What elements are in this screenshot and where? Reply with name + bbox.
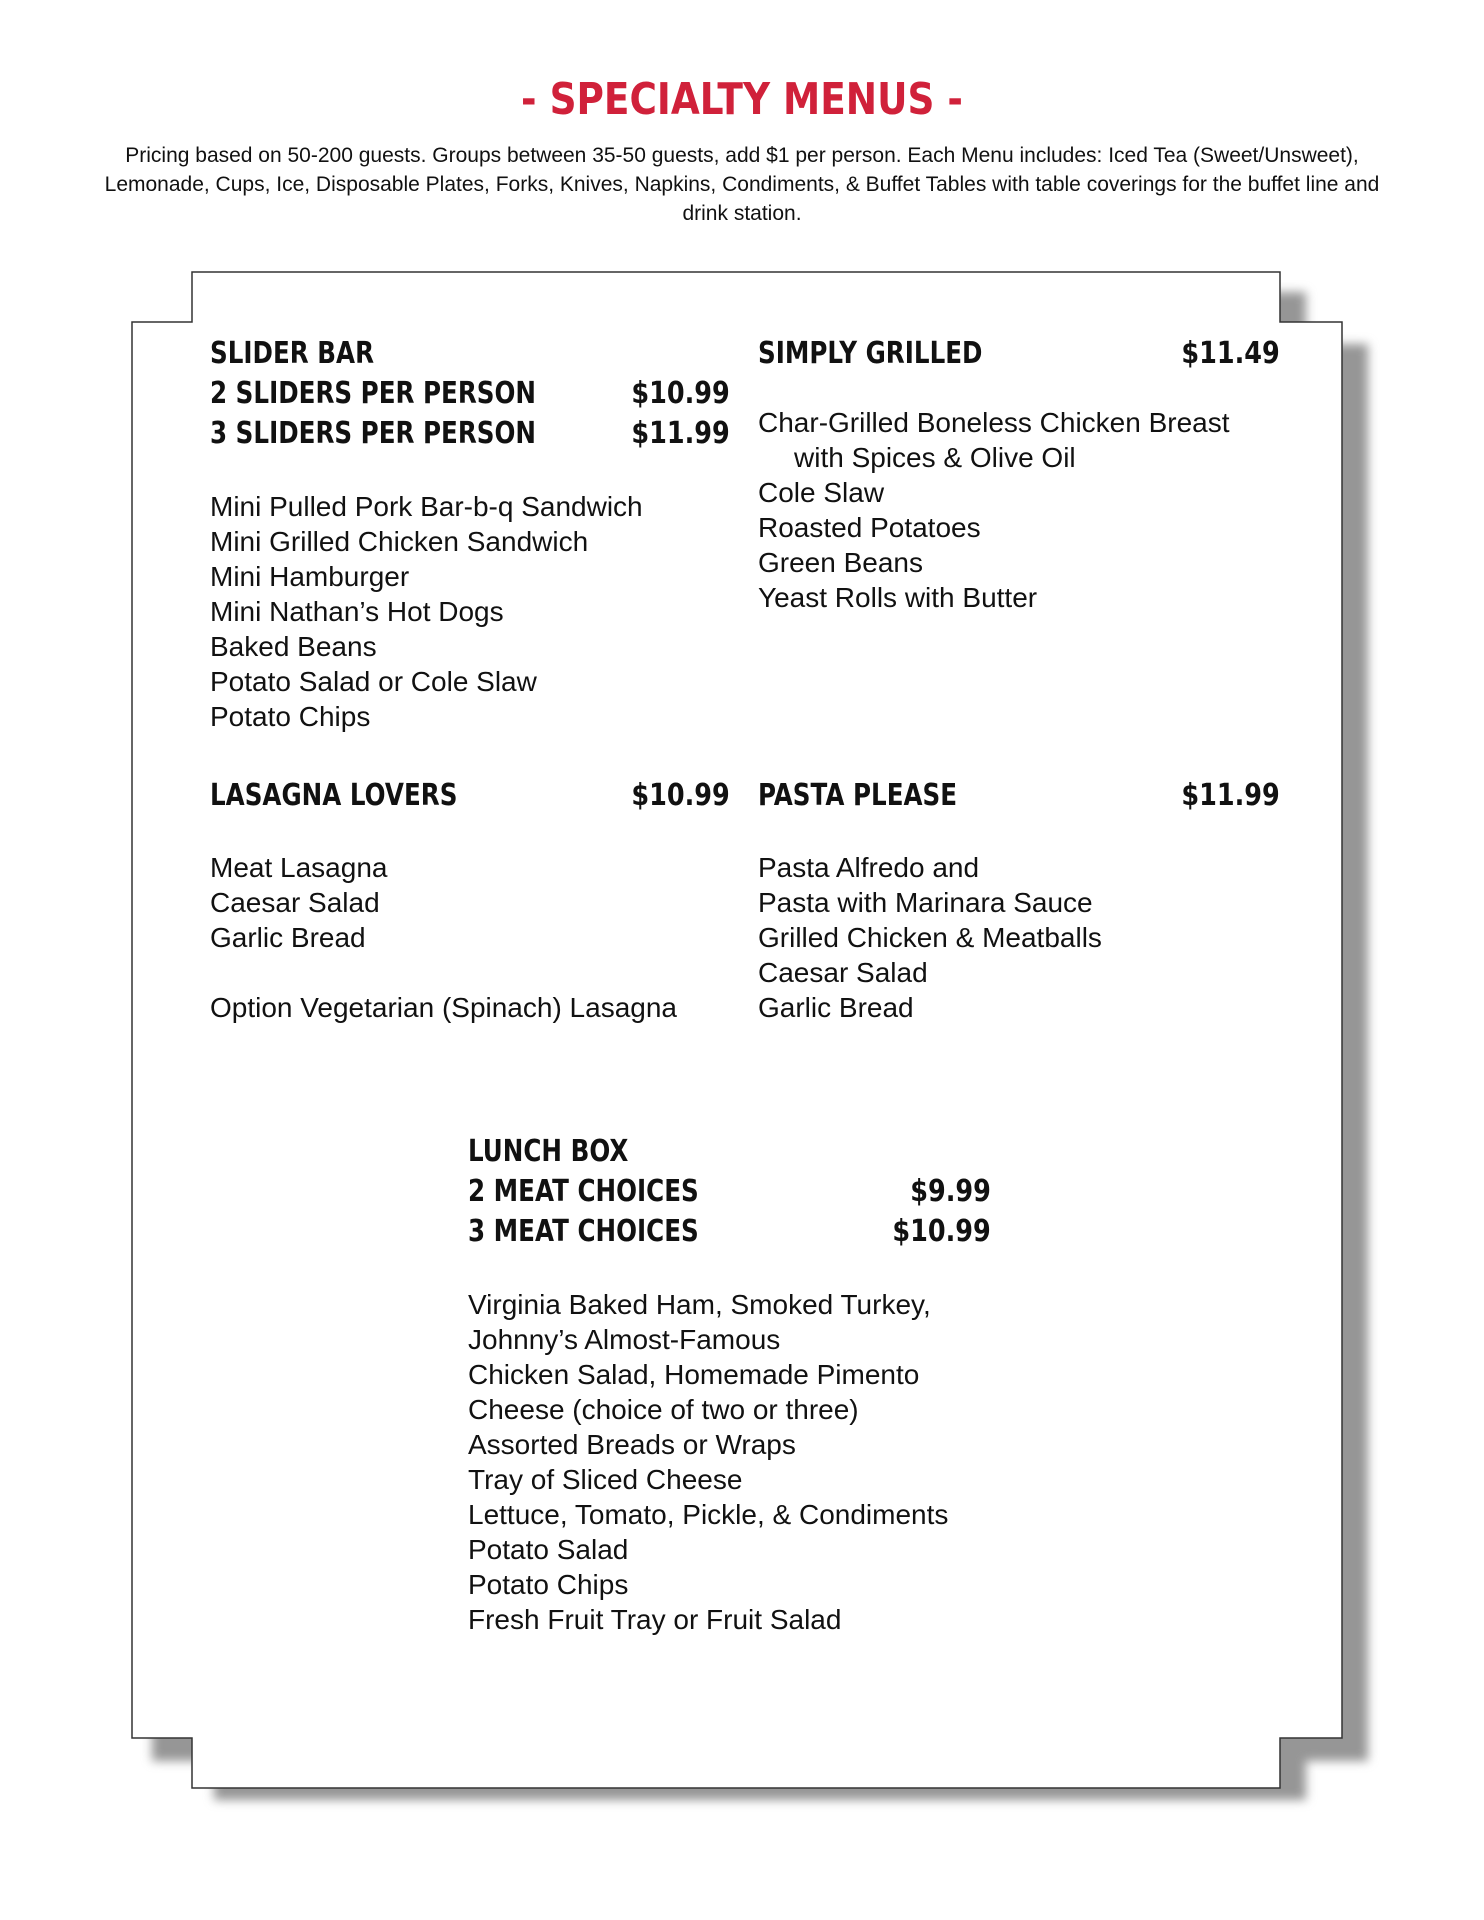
option-label: 3 SLIDERS PER PERSON bbox=[210, 416, 537, 451]
option-price: $10.99 bbox=[631, 376, 730, 411]
option-note: Option Vegetarian (Spinach) Lasagna bbox=[210, 992, 677, 1023]
menu-price: $11.49 bbox=[1181, 336, 1280, 371]
list-item: Char-Grilled Boneless Chicken Breast bbox=[758, 407, 1230, 438]
list-item: Baked Beans bbox=[210, 631, 377, 662]
list-item: Fresh Fruit Tray or Fruit Salad bbox=[468, 1604, 842, 1635]
menu-heading: PASTA PLEASE bbox=[758, 778, 958, 813]
item-list bbox=[468, 1287, 948, 1637]
list-item: Cole Slaw bbox=[758, 477, 885, 508]
list-item: Yeast Rolls with Butter bbox=[758, 582, 1038, 613]
item-list bbox=[210, 489, 643, 734]
list-item: Mini Grilled Chicken Sandwich bbox=[210, 526, 589, 557]
list-item: Caesar Salad bbox=[758, 957, 928, 988]
list-item: Roasted Potatoes bbox=[758, 512, 981, 543]
list-item: Potato Salad or Cole Slaw bbox=[210, 666, 537, 697]
list-item: Caesar Salad bbox=[210, 887, 380, 918]
list-item: Johnny’s Almost-Famous bbox=[468, 1324, 781, 1355]
menu-heading: SIMPLY GRILLED bbox=[758, 336, 983, 371]
list-item: Pasta Alfredo and bbox=[758, 852, 980, 883]
list-item: Meat Lasagna bbox=[210, 852, 388, 883]
list-item: Mini Pulled Pork Bar-b-q Sandwich bbox=[210, 491, 643, 522]
option-price: $9.99 bbox=[910, 1174, 991, 1209]
list-item: Potato Chips bbox=[210, 701, 371, 732]
list-item: Green Beans bbox=[758, 547, 923, 578]
list-item: Mini Hamburger bbox=[210, 561, 410, 592]
list-item: Mini Nathan’s Hot Dogs bbox=[210, 596, 504, 627]
list-item: Potato Salad bbox=[468, 1534, 629, 1565]
menu-price: $11.99 bbox=[1181, 778, 1280, 813]
pricing-intro: Pricing based on 50-200 guests. Groups between 35-50 guests, add $1 per person. Each Menu includes: Iced Tea (Sweet/Unsweet), Lemonade, Cups, Ice, Disposable Plates, Forks, Knives, Napkins, Condiments, & Buffet Tables with table coverings for the buffet line and drink station. bbox=[104, 144, 1380, 225]
list-item: Potato Chips bbox=[468, 1569, 629, 1600]
menu-heading: SLIDER BAR bbox=[210, 336, 375, 371]
list-item: Lettuce, Tomato, Pickle, & Condiments bbox=[468, 1499, 949, 1530]
option-label: 2 MEAT CHOICES bbox=[468, 1174, 699, 1209]
item-list bbox=[758, 405, 1230, 615]
list-item: Cheese (choice of two or three) bbox=[468, 1394, 859, 1425]
list-item: Garlic Bread bbox=[210, 922, 366, 953]
option-price: $10.99 bbox=[892, 1214, 991, 1249]
menu-heading: LASAGNA LOVERS bbox=[210, 778, 458, 813]
list-item: Garlic Bread bbox=[758, 992, 914, 1023]
list-item: Tray of Sliced Cheese bbox=[468, 1464, 743, 1495]
page-title: - SPECIALTY MENUS - bbox=[521, 74, 963, 125]
list-item: Chicken Salad, Homemade Pimento bbox=[468, 1359, 920, 1390]
menu-heading: LUNCH BOX bbox=[468, 1134, 629, 1169]
list-item: Pasta with Marinara Sauce bbox=[758, 887, 1093, 918]
option-label: 3 MEAT CHOICES bbox=[468, 1214, 699, 1249]
item-list bbox=[758, 850, 1102, 1025]
list-item: Assorted Breads or Wraps bbox=[468, 1429, 796, 1460]
menu-price: $10.99 bbox=[631, 778, 730, 813]
item-list bbox=[210, 850, 387, 955]
option-label: 2 SLIDERS PER PERSON bbox=[210, 376, 537, 411]
list-item: with Spices & Olive Oil bbox=[794, 442, 1076, 473]
option-price: $11.99 bbox=[631, 416, 730, 451]
list-item: Grilled Chicken & Meatballs bbox=[758, 922, 1102, 953]
list-item: Virginia Baked Ham, Smoked Turkey, bbox=[468, 1289, 931, 1320]
